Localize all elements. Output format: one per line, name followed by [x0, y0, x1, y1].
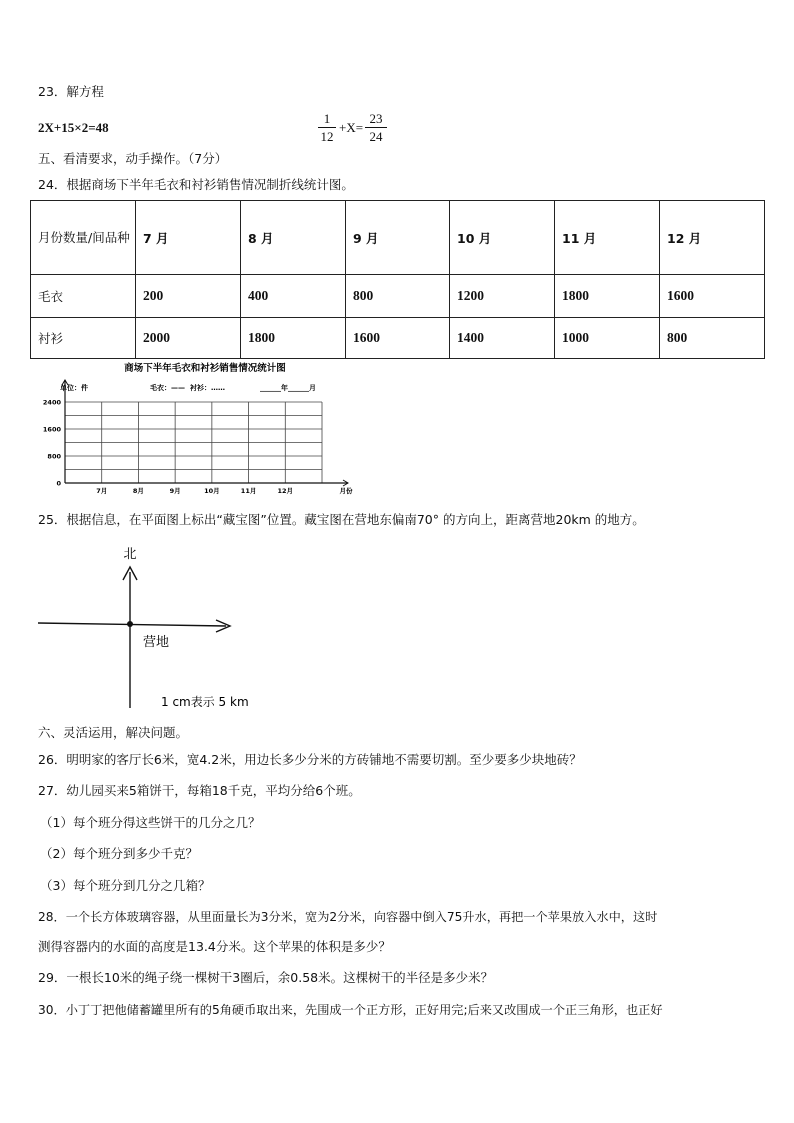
x-tick-label: 7月 — [96, 487, 108, 495]
q23-equation-1: 2X+15×2=48 — [38, 120, 109, 135]
table-header-cell: 月份数量/间品种 — [31, 201, 136, 275]
chart-grid — [65, 402, 322, 483]
table-month-header: 8 月 — [241, 201, 346, 275]
q23-fraction-right — [365, 111, 387, 144]
q28-text-line-1: 28．一个长方体玻璃容器，从里面量长为3分米，宽为2分米，向容器中倒入75升水，再把一个苹果放入水中，这时 — [38, 910, 658, 924]
chart-date-label: ______年______月 — [260, 384, 316, 392]
table-month-header: 12 月 — [660, 201, 765, 275]
table-month-header: 7 月 — [136, 201, 241, 275]
q28-text-line-2: 测得容器内的水面的高度是13.4分米。这个苹果的体积是多少？ — [38, 939, 391, 954]
y-tick-label: 0 — [56, 479, 61, 488]
q27-sub-3: （3）每个班分到几分之几箱？ — [40, 878, 211, 893]
q23-equation-2-mid: +X= — [339, 120, 364, 135]
q26-text: 26．明明家的客厅长6米，宽4.2米，用边长多少分米的方砖铺地不需要切割。至少要多少块地砖？ — [38, 752, 582, 767]
table-month-header: 11 月 — [555, 201, 660, 275]
y-tick-label: 1600 — [42, 425, 61, 434]
q27-title: 27．幼儿园买来5箱饼干，每箱18千克，平均分给6个班。 — [38, 783, 361, 798]
fraction-denominator: 24 — [369, 129, 383, 144]
q23-title: 23．解方程 — [38, 84, 104, 99]
compass-diagram — [30, 540, 260, 715]
q30-text: 30．小丁丁把他储蓄罐里所有的5角硬币取出来，先围成一个正方形，正好用完;后来又改围成一个正三角形，也正好 — [38, 1003, 663, 1017]
table-month-header: 10 月 — [450, 201, 555, 275]
row-label: 衬衫 — [31, 318, 136, 359]
table-cell: 1400 — [450, 318, 555, 359]
table-cell: 400 — [241, 275, 346, 318]
table-cell: 1000 — [555, 318, 660, 359]
table-cell: 1600 — [660, 275, 765, 318]
chart-labels — [43, 399, 353, 496]
table-cell: 1800 — [241, 318, 346, 359]
q27-sub-2: （2）每个班分到多少千克？ — [40, 846, 198, 861]
q23-fraction-left — [318, 111, 336, 144]
chart-unit-label: 单位：件 — [60, 384, 88, 392]
x-tick-label: 11月 — [240, 487, 257, 495]
sales-line-chart — [30, 358, 360, 500]
table-row — [31, 275, 765, 318]
fraction-numerator: 23 — [369, 111, 383, 126]
sales-table — [30, 200, 765, 359]
table-month-header: 9 月 — [346, 201, 450, 275]
table-cell: 1800 — [555, 275, 660, 318]
table-cell: 2000 — [136, 318, 241, 359]
table-row — [31, 318, 765, 359]
x-tick-label: 9月 — [169, 487, 181, 495]
x-tick-label: 10月 — [204, 487, 220, 495]
chart-legend-shirt: 衬衫：…… — [190, 384, 225, 392]
q25-title: 25．根据信息，在平面图上标出“藏宝图”位置。藏宝图在营地东偏南70° 的方向上，距离营地20km 的地方。 — [38, 512, 645, 527]
chart-axes — [62, 380, 348, 486]
q27-sub-1: （1）每个班分得这些饼干的几分之几？ — [40, 815, 261, 830]
y-tick-label: 800 — [47, 452, 61, 461]
chart-legend-sweater: 毛衣：—— — [150, 384, 185, 392]
table-cell: 200 — [136, 275, 241, 318]
q29-text: 29．一根长10米的绳子绕一棵树干3圈后，余0.58米。这棵树干的半径是多少米？ — [38, 970, 494, 985]
q24-title: 24．根据商场下半年毛衣和衬衫销售情况制折线统计图。 — [38, 177, 354, 192]
fraction-numerator: 1 — [323, 111, 331, 126]
table-cell: 1200 — [450, 275, 555, 318]
x-tick-label: 12月 — [277, 487, 294, 495]
camp-point-icon — [127, 621, 133, 627]
north-label: 北 — [123, 547, 137, 562]
section-6-heading: 六、灵活运用，解决问题。 — [38, 725, 189, 740]
scale-label: 1 cm表示 5 km — [161, 695, 249, 709]
table-header-row — [31, 201, 765, 275]
chart-title: 商场下半年毛衣和衬衫销售情况统计图 — [124, 363, 286, 374]
row-label: 毛衣 — [31, 275, 136, 318]
fraction-denominator: 12 — [320, 129, 334, 144]
table-cell: 1600 — [346, 318, 450, 359]
x-tick-label: 8月 — [132, 487, 144, 495]
section-5-heading: 五、看清要求，动手操作。（7分） — [38, 151, 228, 166]
camp-label: 营地 — [143, 635, 170, 650]
table-cell: 800 — [346, 275, 450, 318]
y-tick-label: 2400 — [42, 398, 61, 407]
x-axis-label: 月份 — [339, 487, 353, 495]
table-cell: 800 — [660, 318, 765, 359]
